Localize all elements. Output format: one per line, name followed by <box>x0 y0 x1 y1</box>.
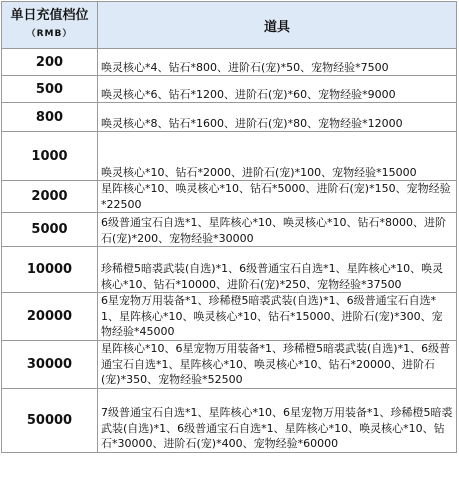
tier-cell: 50000 <box>2 388 98 452</box>
table-row <box>2 213 457 247</box>
tier-cell: 1000 <box>2 132 98 181</box>
items-cell: 7级普通宝石自选*1、星阵核心*10、6星宠物万用装备*1、珍稀橙5暗裘武装(自选)*1、6级普通宝石自选*1、星阵核心*10、唤灵核心*10、钻石*30000、进阶石(宠)*400、宠物经验*60000 <box>98 388 457 452</box>
table-row <box>2 293 457 341</box>
items-cell: 唤灵核心*10、钻石*2000、进阶石(宠)*100、宠物经验*15000 <box>98 132 457 181</box>
table-header-row <box>2 2 457 49</box>
items-cell: 唤灵核心*8、钻石*1600、进阶石(宠)*80、宠物经验*12000 <box>98 103 457 132</box>
items-cell: 6级普通宝石自选*1、星阵核心*10、唤灵核心*10、钻石*8000、进阶石(宠)*200、宠物经验*30000 <box>98 213 457 247</box>
tier-cell: 2000 <box>2 181 98 213</box>
items-cell: 珍稀橙5暗裘武装(自选)*1、6级普通宝石自选*1、星阵核心*10、唤灵核心*10、钻石*10000、进阶石(宠)*250、宠物经验*37500 <box>98 247 457 293</box>
tier-header-unit: （RMB） <box>26 29 73 39</box>
items-cell: 星阵核心*10、唤灵核心*10、钻石*5000、进阶石(宠)*150、宠物经验*22500 <box>98 181 457 213</box>
items-cell: 唤灵核心*6、钻石*1200、进阶石(宠)*60、宠物经验*9000 <box>98 76 457 103</box>
items-cell: 星阵核心*10、6星宠物万用装备*1、珍稀橙5暗裘武装(自选)*1、6级普通宝石自选*1、星阵核心*10、唤灵核心*10、钻石*20000、进阶石(宠)*350、宠物经验*52500 <box>98 340 457 388</box>
table-row <box>2 388 457 452</box>
tier-cell: 800 <box>2 103 98 132</box>
tier-cell: 500 <box>2 76 98 103</box>
tier-header-label: 单日充值档位 <box>10 8 89 23</box>
table-row <box>2 76 457 103</box>
tier-cell: 30000 <box>2 340 98 388</box>
items-column-header: 道具 <box>98 2 457 49</box>
table-row <box>2 132 457 181</box>
table-row <box>2 49 457 76</box>
tier-cell: 200 <box>2 49 98 76</box>
recharge-reward-table <box>1 1 457 453</box>
tier-cell: 20000 <box>2 293 98 341</box>
table-row <box>2 103 457 132</box>
items-cell: 6星宠物万用装备*1、珍稀橙5暗裘武装(自选)*1、6级普通宝石自选*1、星阵核心*10、唤灵核心*10、钻石*15000、进阶石(宠)*300、宠物经验*45000 <box>98 293 457 341</box>
items-cell: 唤灵核心*4、钻石*800、进阶石(宠)*50、宠物经验*7500 <box>98 49 457 76</box>
tier-cell: 5000 <box>2 213 98 247</box>
tier-column-header <box>2 2 98 49</box>
tier-cell: 10000 <box>2 247 98 293</box>
table-row <box>2 247 457 293</box>
table-row <box>2 181 457 213</box>
table-row <box>2 340 457 388</box>
